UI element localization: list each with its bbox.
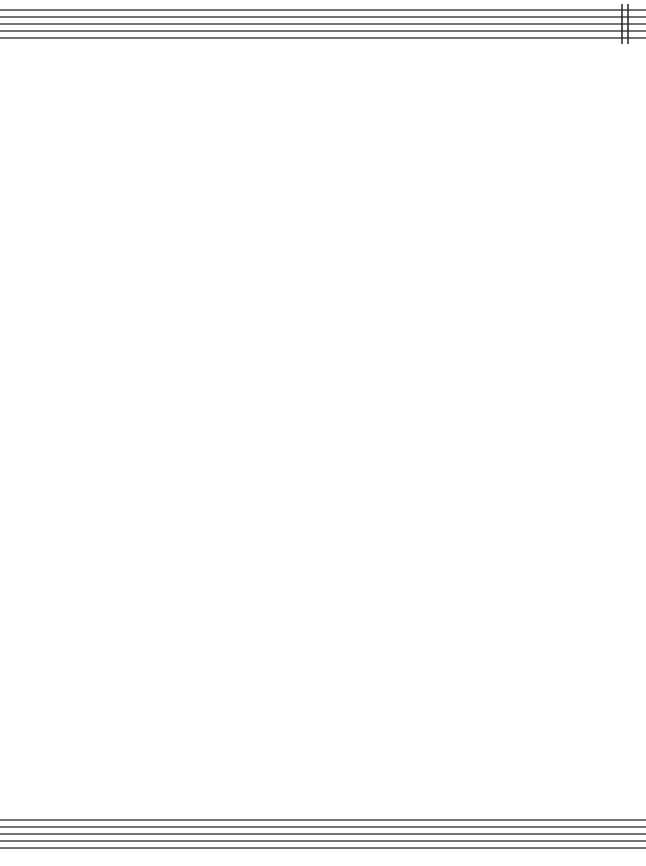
lyric-line xyxy=(0,689,646,723)
lyric-line xyxy=(0,138,646,172)
lyric-line xyxy=(0,376,646,410)
lyric-line xyxy=(0,172,646,206)
lyric-line xyxy=(0,621,646,655)
bottom-music-staff-border xyxy=(0,790,646,866)
lyric-line xyxy=(0,587,646,621)
alma-mater-lyrics xyxy=(0,104,646,410)
lyric-line xyxy=(0,342,646,376)
lyric-line xyxy=(0,519,646,553)
lyric-line xyxy=(0,655,646,689)
lyric-line xyxy=(0,240,646,274)
lyric-line xyxy=(0,757,646,791)
lyric-line xyxy=(0,206,646,240)
lyric-line xyxy=(0,485,646,519)
lyric-line xyxy=(0,274,646,308)
fight-song-lyrics xyxy=(0,485,646,791)
lyric-line xyxy=(0,104,646,138)
lyric-line xyxy=(0,723,646,757)
lyric-line xyxy=(0,308,646,342)
lyric-line xyxy=(0,553,646,587)
top-music-staff-border xyxy=(0,0,646,60)
